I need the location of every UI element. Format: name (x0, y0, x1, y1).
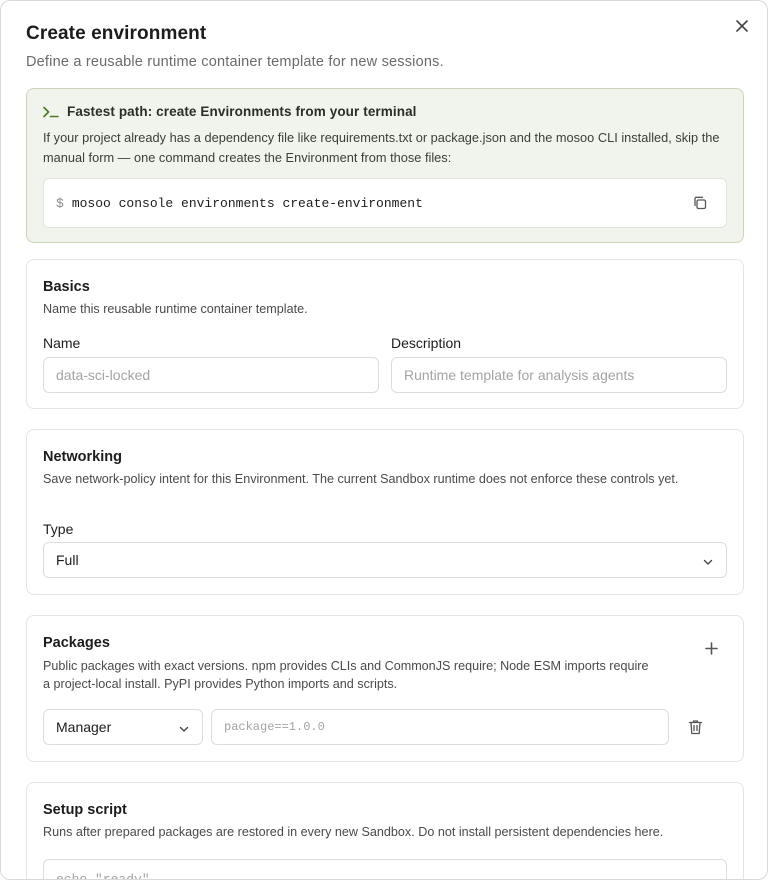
packages-description: Public packages with exact versions. npm provides CLIs and CommonJS require; Node ESM imports require a project-local install. PyPI provides Python imports and scripts. (43, 659, 649, 691)
type-label: Type (43, 521, 74, 537)
networking-section (26, 429, 744, 595)
basics-section (26, 259, 744, 409)
dialog-subtitle: Define a reusable runtime container template for new sessions. (26, 54, 444, 70)
chevron-down-icon (702, 555, 714, 567)
package-spec-input[interactable] (211, 709, 669, 745)
networking-title: Networking (43, 449, 122, 465)
name-input[interactable] (43, 357, 379, 393)
setup-script-title: Setup script (43, 802, 127, 818)
shell-prompt: $ (56, 195, 64, 211)
cli-hint-header (43, 104, 417, 119)
network-type-select[interactable] (43, 542, 727, 578)
trash-icon (688, 719, 703, 735)
description-label: Description (391, 335, 462, 351)
add-package-button[interactable] (701, 638, 721, 658)
setup-script-input[interactable] (43, 859, 727, 880)
copy-icon[interactable] (692, 195, 710, 213)
cli-command[interactable]: mosoo console environments create-environment (71, 195, 423, 211)
close-button[interactable] (731, 15, 753, 37)
cli-hint-body: If your project already has a dependency file like requirements.txt or package.json and the mosoo CLI installed, skip the manual form — one command creates the Environment from those files: (43, 130, 720, 165)
cli-hint-panel (26, 88, 744, 243)
plus-icon (705, 642, 718, 655)
network-type-value: Full (56, 552, 79, 568)
setup-script-description: Runs after prepared packages are restored in every new Sandbox. Do not install persistent dependencies here. (43, 825, 664, 839)
terminal-prompt-icon (43, 105, 59, 119)
dialog-title: Create environment (26, 23, 207, 44)
basics-title: Basics (43, 279, 90, 295)
packages-section (26, 615, 744, 762)
name-label: Name (43, 335, 81, 351)
cli-command-box[interactable] (43, 178, 727, 228)
close-icon (736, 20, 748, 32)
basics-description: Name this reusable runtime container template. (43, 302, 308, 316)
package-manager-value: Manager (56, 719, 112, 735)
remove-package-button[interactable] (685, 717, 705, 737)
chevron-down-icon (178, 722, 190, 734)
networking-description: Save network-policy intent for this Environment. The current Sandbox runtime does not enforce these controls yet. (43, 472, 679, 486)
package-manager-select[interactable] (43, 709, 203, 745)
description-input[interactable] (391, 357, 727, 393)
packages-title: Packages (43, 635, 110, 651)
cli-hint-title: Fastest path: create Environments from your terminal (67, 104, 417, 119)
setup-script-section (26, 782, 744, 880)
